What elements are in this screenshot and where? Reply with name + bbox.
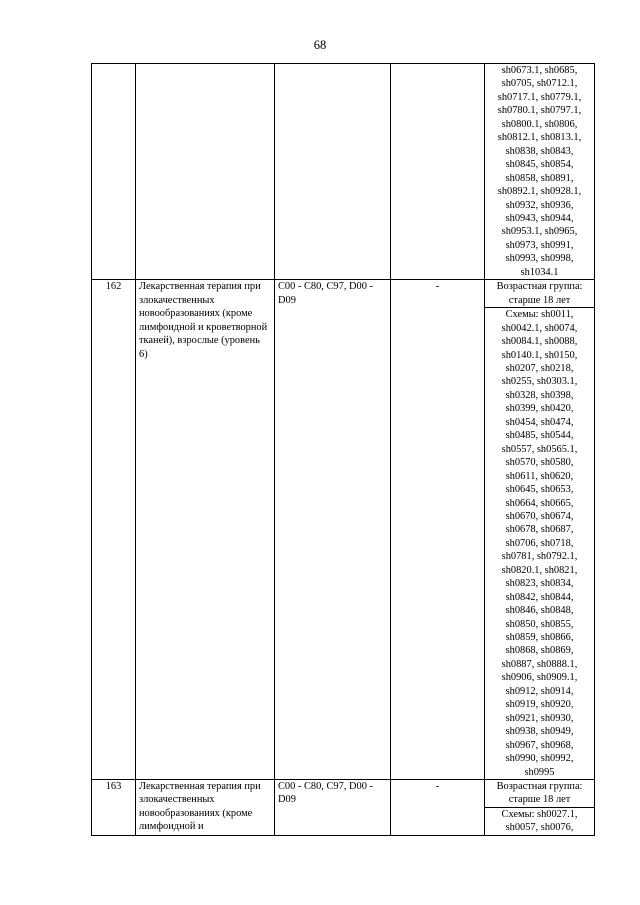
scheme-line: sh0845, sh0854, — [505, 159, 574, 171]
scheme-line: sh0454, sh0474, — [505, 416, 574, 428]
scheme-line: sh0906, sh0909.1, — [501, 672, 578, 684]
scheme-line: sh0887, sh0888.1, — [501, 658, 578, 670]
scheme-line: sh0812.1, sh0813.1, — [497, 132, 582, 144]
group-name-cell: Лекарственная терапия при злокачественных новообразованиях (кроме лимфоидной и — [136, 780, 275, 836]
age-group-cell: Возрастная группа: старше 18 лет — [485, 280, 595, 308]
scheme-line: sh0859, sh0866, — [505, 632, 574, 644]
scheme-line: sh0255, sh0303.1, — [501, 376, 578, 388]
scheme-line: sh0823, sh0834, — [505, 578, 574, 590]
scheme-line: sh0990, sh0992, — [505, 753, 574, 765]
scheme-line: sh0938, sh0949, — [505, 726, 574, 738]
extra-criteria-cell: - — [391, 780, 485, 836]
page-number: 68 — [313, 38, 327, 52]
scheme-line: sh0820.1, sh0821, — [501, 564, 578, 576]
scheme-line: sh0328, sh0398, — [505, 389, 574, 401]
group-name-cell — [136, 64, 275, 280]
schemes-cell — [485, 64, 595, 280]
extra-criteria-cell: - — [391, 280, 485, 780]
scheme-line: sh1034.1 — [520, 266, 559, 278]
table-row — [92, 780, 595, 808]
scheme-line: sh0705, sh0712.1, — [501, 78, 578, 90]
scheme-line: sh0868, sh0869, — [505, 645, 574, 657]
row-number-cell: 163 — [92, 780, 136, 836]
scheme-line: sh0800.1, sh0806, — [501, 118, 578, 130]
scheme-line: sh0084.1, sh0088, — [501, 336, 578, 348]
scheme-line: sh0057, sh0076, — [505, 822, 574, 834]
scheme-line: sh0645, sh0653, — [505, 484, 574, 496]
scheme-line: sh0967, sh0968, — [505, 739, 574, 751]
scheme-line: sh0673.1, sh0685, — [501, 65, 578, 76]
scheme-line: sh0858, sh0891, — [505, 172, 574, 184]
age-group-cell: Возрастная группа: старше 18 лет — [485, 780, 595, 808]
scheme-line: sh0921, sh0930, — [505, 712, 574, 724]
scheme-line: sh0611, sh0620, — [505, 470, 574, 482]
scheme-line: sh0670, sh0674, — [505, 510, 574, 522]
scheme-line: sh0781, sh0792.1, — [501, 551, 578, 563]
scheme-line: sh0678, sh0687, — [505, 524, 574, 536]
scheme-line: sh0846, sh0848, — [505, 605, 574, 617]
schemes-cell — [485, 308, 595, 780]
scheme-line: sh0919, sh0920, — [505, 699, 574, 711]
scheme-line: sh0570, sh0580, — [505, 457, 574, 469]
scheme-line: sh0973, sh0991, — [505, 239, 574, 251]
scheme-line: sh0706, sh0718, — [505, 537, 574, 549]
tariff-table — [91, 63, 595, 836]
scheme-line: sh0850, sh0855, — [505, 618, 574, 630]
scheme-line: sh0780.1, sh0797.1, — [497, 105, 582, 117]
row-number-cell: 162 — [92, 280, 136, 780]
scheme-line: sh0140.1, sh0150, — [501, 349, 578, 361]
scheme-line: Схемы: sh0027.1, — [501, 808, 578, 820]
table-body — [92, 64, 595, 836]
table-row — [92, 64, 595, 280]
scheme-line: sh0664, sh0665, — [505, 497, 574, 509]
row-number-cell — [92, 64, 136, 280]
scheme-line: sh0842, sh0844, — [505, 591, 574, 603]
scheme-line: sh0912, sh0914, — [505, 685, 574, 697]
schemes-cell — [485, 807, 595, 835]
scheme-line: sh0943, sh0944, — [505, 212, 574, 224]
scheme-line: sh0207, sh0218, — [505, 362, 574, 374]
scheme-line: sh0485, sh0544, — [505, 430, 574, 442]
scheme-line: sh0399, sh0420, — [505, 403, 574, 415]
scheme-line: sh0717.1, sh0779.1, — [497, 91, 582, 103]
icd-codes-cell: C00 - C80, C97, D00 - D09 — [275, 280, 391, 780]
scheme-line: sh0892.1, sh0928.1, — [497, 186, 582, 198]
icd-codes-cell: C00 - C80, C97, D00 - D09 — [275, 780, 391, 836]
group-name-cell: Лекарственная терапия при злокачественных новообразованиях (кроме лимфоидной и кроветворной тканей), взрослые (уровень 6) — [136, 280, 275, 780]
scheme-line: sh0993, sh0998, — [505, 253, 574, 265]
scheme-line: Схемы: sh0011, — [505, 309, 574, 321]
scheme-line: sh0042.1, sh0074, — [501, 322, 578, 334]
scheme-line: sh0995 — [524, 766, 555, 778]
scheme-line: sh0557, sh0565.1, — [501, 443, 578, 455]
icd-codes-cell — [275, 64, 391, 280]
table-row — [92, 280, 595, 308]
scheme-line: sh0838, sh0843, — [505, 145, 574, 157]
scheme-line: sh0932, sh0936, — [505, 199, 574, 211]
scheme-line: sh0953.1, sh0965, — [501, 226, 578, 238]
extra-criteria-cell — [391, 64, 485, 280]
